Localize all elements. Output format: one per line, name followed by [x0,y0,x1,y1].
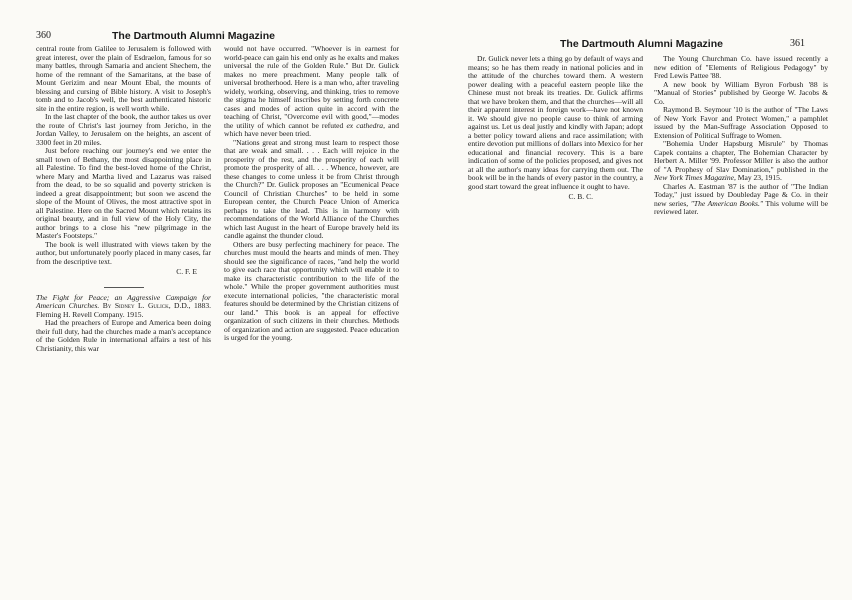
review-by: By [102,301,112,310]
text-run: , May 23, 1915. [734,173,782,182]
running-header-left: The Dartmouth Alumni Magazine [112,30,275,42]
paragraph: central route from Galilee to Jerusalem is followed with great interest, over the plain of Esdraelon, famous for so many battles, through Samaria and ancient Shechem, the home of the remnant of the Samaritans, at the base of Mount Gerizim and near Mount Ebal, the mounts of blessing and cursing of Bible history. A visit to Joseph's tomb and to Jacob's well, the best authenticated historic site in the entire region, is well worth while. [36,44,211,113]
page-number-left: 360 [36,30,51,41]
text-run: "Bohemia Under Hapsburg Misrule" by Thomas Capek contains a chapter, The Bohemian Character by Herbert A. Miller '99. Professor Miller is also the author of "A Prophesy of Slav Domination," published in the [654,139,828,174]
paragraph: A new book by William Byron Forbush '88 is "Manual of Stories" published by George W. Jacobs & Co. [654,79,828,106]
italic-run: "The American Books." [690,198,764,208]
paragraph: Raymond B. Seymour '10 is the author of "The Laws of New York Favor and Protect Women," a pamphlet issued by the Man-Suffrage Association Opposed to Extension of Political Suffrage to Women. [654,105,828,140]
left-column-2 [224,45,399,343]
review-heading [36,294,211,320]
paragraph: Others are busy perfecting machinery for peace. The churches must mould the hearts and minds of men. They should see the significance of races, "and help the world to give each race that opportunity which will enable it to make its characteristic contribution to the life of the whole." While the proper government authorities must execute international policies, "the characteristic moral features should be determined by the Christian citizens of our land." This book is an appeal for effective organization of such citizens in their churches. Methods of organization and action are suggested. Peace education is urged for the young. [224,239,399,342]
italic-run: ex cathedra [346,120,384,130]
section-divider [104,287,144,288]
review-meta: , D.D., 1883. Fleming H. Revell Company. 1915. [36,301,211,319]
text-run: would not have occurred. "Whoever is in earnest for world-peace can gain his end only as he exalts and makes universal the rule of the Golden Rule." But Dr. Gulick makes no mere preachment. Many people talk of universal brotherhood. Here is a man who, after traveling widely, working, observing, and thinking, tries to remove the stigma he himself inscribes by setting forth concrete cases and modes of action quite in accord with the teaching of Christ, "Overcome evil with good,"—modes the utility of which cannot be refuted [224,44,399,130]
right-column-1 [468,55,643,202]
paragraph [224,45,399,139]
review-title: The Fight for Peace; an Aggressive Campaign for American Churches. [36,292,211,310]
paragraph: The book is well illustrated with views taken by the author, but unfortunately poorly placed in many cases, far from the descriptive text. [36,239,211,266]
paragraph: In the last chapter of the book, the author takes us over the route of Christ's last journey from Jericho, in the Jordan Valley, to Jerusalem on the heights, an ascent of 3300 feet in 20 miles. [36,112,211,147]
review-author: Sidney L. Gulick [114,301,169,310]
paragraph: Just before reaching our journey's end we enter the small town of Bethany, the most disappointing place in all Palestine. To find the best-loved home of the Christ, where Mary and Martha lived and Lazarus was raised from the dead, to be so squalid and poverty stricken is indeed a great disappointment; but soon we ascend the slope of the Mount of Olives, the most attractive spot in all Palestine. Here on the Sacred Mount which retains its original beauty, and in full view of the Holy City, the author brings to a close his "new pilgrimage in the Master's Footsteps." [36,146,211,240]
paragraph [654,183,828,217]
reviewer-signature: C. B. C. [568,192,593,201]
text-run: , and which have never been tried. [224,120,399,138]
paragraph: "Nations great and strong must learn to respect those that are weak and small. . . . Each will rejoice in the prosperity of the rest, and the prosperity of each will promote the prosperity of all. . . . Whence, however, are these changes to come unless it be from Christ through the Church?" Dr. Gulick proposes an "Ecumenical Peace Council of Christian Churches" to be held in some European center, the Church Peace Union of America perhaps to take the lead. This is in harmony with recommendations of the World Alliance of the Churches which last August in the heart of Europe bravely held its candle against the thunder cloud. [224,137,399,240]
reviewer-signature: C. F. E [176,267,197,276]
italic-run: New York Times Magazine [654,173,735,182]
page-number-right: 361 [790,38,805,49]
right-page [426,0,852,600]
paragraph [654,140,828,183]
paragraph: The Young Churchman Co. have issued recently a new edition of "Elements of Religious Pedagogy" by Fred Lewis Pattee '88. [654,54,828,80]
left-column-1 [36,45,211,353]
text-run: This volume will be reviewed later. [654,198,829,216]
running-header-right: The Dartmouth Alumni Magazine [560,38,723,50]
paragraph: Dr. Gulick never lets a thing go by default of ways and means; so he has them ready in national policies and in the attitude of the churches toward them. A western power dealing with a peaceful eastern people like the Chinese must not break its treaties. Dr. Gulick affirms that we have broken them, and that the churches—will all their apparent interest in foreign work—have not known it. We should give no people cause to think of arming against us. Let us deal justly and kindly with Japan; adopt a better policy toward aliens and race assimilation; with entire devotion put millions of dollars into Mexico for her educational and financial recovery. This is a bare indication of some of the policies proposed, and gives not at all the author's many ideas for carrying them out. The book will be in the hands of every pastor in the country, a good start toward the great influence it ought to have. [468,54,644,191]
text-run: Charles A. Eastman '87 is the author of "The Indian Today," just issued by Doubleday Page & Co. in their new series, [654,181,828,208]
right-column-2 [654,55,828,217]
paragraph: Had the preachers of Europe and America been doing their full duty, had the churches made a man's acceptance of the Golden Rule in international affairs a test of his Christianity, this war [36,318,211,353]
